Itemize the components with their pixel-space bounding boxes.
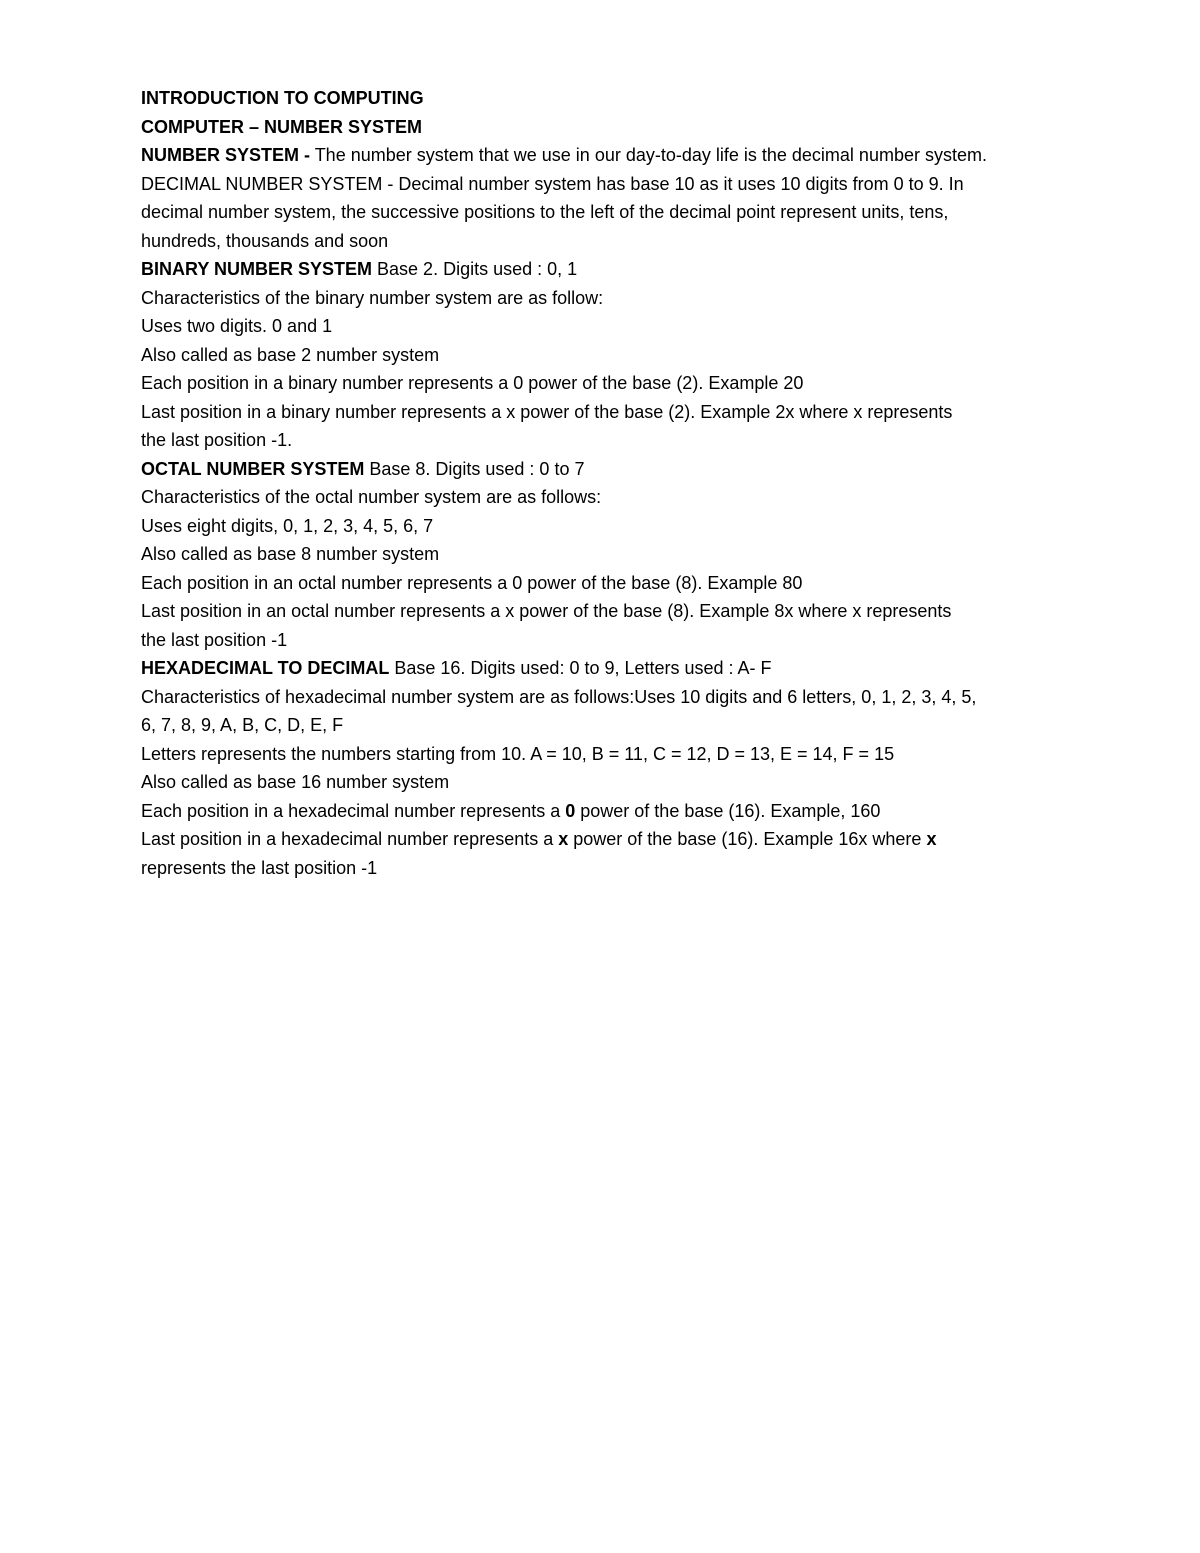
binary-heading: BINARY NUMBER SYSTEM	[141, 259, 373, 279]
hexadecimal-line: Also called as base 16 number system	[141, 772, 450, 792]
hexadecimal-last-x: x	[558, 829, 569, 849]
octal-line: Uses eight digits, 0, 1, 2, 3, 4, 5, 6, 7	[141, 515, 434, 536]
binary-heading-line	[141, 255, 1071, 284]
document-title: INTRODUCTION TO COMPUTING	[141, 88, 424, 108]
hexadecimal-intro: Base 16. Digits used: 0 to 9, Letters used : A- F	[389, 658, 772, 678]
document-page	[141, 84, 1071, 882]
number-system-text: The number system that we use in our day-to-day life is the decimal number system.	[310, 145, 987, 165]
binary-line: Last position in a binary number represents a x power of the base (2). Example 2x where x represents	[141, 401, 953, 422]
hexadecimal-position-line	[141, 797, 1071, 826]
decimal-line-3: hundreds, thousands and soon	[141, 230, 389, 251]
binary-line: Characteristics of the binary number system are as follow:	[141, 287, 604, 308]
decimal-line-1: DECIMAL NUMBER SYSTEM - Decimal number system has base 10 as it uses 10 digits from 0 to 9. In	[141, 173, 964, 194]
binary-line: Also called as base 2 number system	[141, 344, 440, 365]
octal-line: Characteristics of the octal number system are as follows:	[141, 487, 602, 507]
octal-heading-line	[141, 455, 1071, 484]
binary-line: Uses two digits. 0 and 1	[141, 316, 333, 336]
octal-line: the last position -1	[141, 629, 288, 650]
hexadecimal-position-text: power of the base (16). Example, 160	[575, 800, 881, 821]
binary-intro: Base 2. Digits used : 0, 1	[372, 259, 578, 279]
octal-line: Last position in an octal number represents a x power of the base (8). Example 8x where x represents	[141, 601, 952, 621]
hexadecimal-line: Characteristics of hexadecimal number system are as follows:Uses 10 digits and 6 letters, 0, 1, 2, 3, 4, 5,	[141, 686, 977, 707]
octal-heading: OCTAL NUMBER SYSTEM	[141, 458, 365, 479]
hexadecimal-last-text: Last position in a hexadecimal number represents a	[141, 829, 559, 849]
octal-intro: Base 8. Digits used : 0 to 7	[364, 458, 585, 479]
decimal-line-2: decimal number system, the successive positions to the left of the decimal point represent units, tens,	[141, 202, 949, 222]
hexadecimal-heading: HEXADECIMAL TO DECIMAL	[141, 658, 390, 678]
hexadecimal-last-position-line	[141, 825, 1071, 854]
document-subtitle: COMPUTER – NUMBER SYSTEM	[141, 116, 423, 137]
number-system-heading: NUMBER SYSTEM -	[141, 145, 311, 165]
hexadecimal-last-x: x	[926, 829, 937, 849]
hexadecimal-heading-line	[141, 654, 1071, 683]
octal-line: Also called as base 8 number system	[141, 544, 440, 564]
hexadecimal-line: Letters represents the numbers starting from 10. A = 10, B = 11, C = 12, D = 13, E = 14, F = 15	[141, 743, 895, 764]
binary-line: Each position in a binary number represents a 0 power of the base (2). Example 20	[141, 373, 804, 393]
binary-line: the last position -1.	[141, 430, 293, 450]
hexadecimal-position-zero: 0	[565, 800, 576, 821]
number-system-paragraph	[141, 141, 1071, 170]
hexadecimal-last-continuation: represents the last position -1	[141, 857, 378, 878]
hexadecimal-last-text: power of the base (16). Example 16x where	[568, 829, 927, 849]
hexadecimal-line: 6, 7, 8, 9, A, B, C, D, E, F	[141, 715, 344, 735]
hexadecimal-position-text: Each position in a hexadecimal number represents a	[141, 800, 566, 821]
octal-line: Each position in an octal number represents a 0 power of the base (8). Example 80	[141, 572, 803, 593]
